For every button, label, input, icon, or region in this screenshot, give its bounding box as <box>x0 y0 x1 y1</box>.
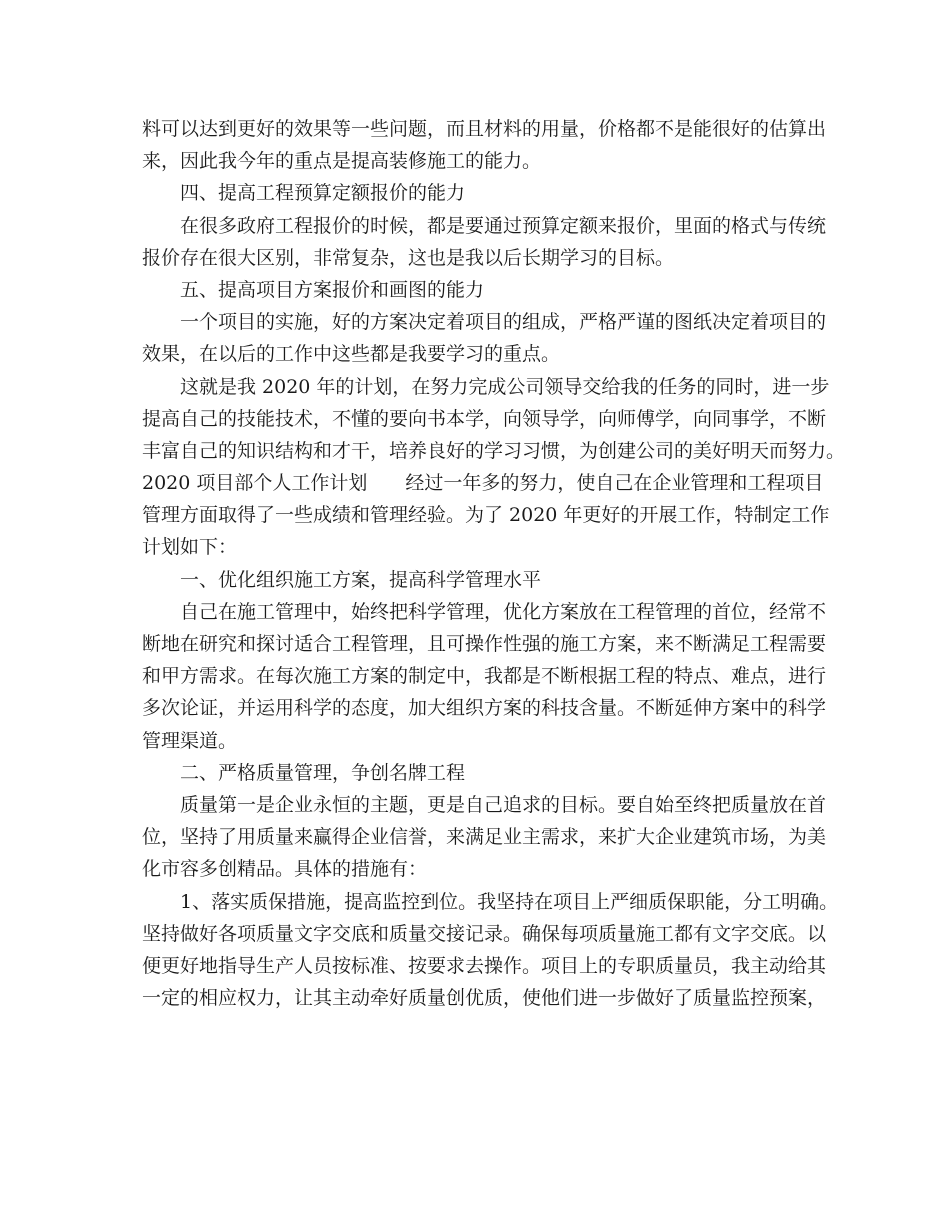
text-line: 断地在研究和探讨适合工程管理，且可操作性强的施工方案，来不断满足工程需要 <box>142 633 827 655</box>
text-line: 位，坚持了用质量来赢得企业信誉，来满足业主需求，来扩大企业建筑市场，为美 <box>142 826 827 849</box>
text-line: 和甲方需求。在每次施工方案的制定中，我都是不断根据工程的特点、难点，进行 <box>142 665 827 688</box>
text-line: 报价存在很大区别，非常复杂，这也是我以后长期学习的目标。 <box>142 246 675 269</box>
text-line: 提高自己的技能技术，不懂的要向书本学，向领导学，向师傅学，向同事学，不断 <box>142 407 827 430</box>
text-line: 多次论证，并运用科学的态度，加大组织方案的科技含量。不断延伸方案中的科学 <box>142 697 827 720</box>
text-line: 一定的相应权力，让其主动牵好质量创优质，使他们进一步做好了质量监控预案， <box>142 987 827 1010</box>
document-body <box>142 113 846 1014</box>
text-line: 五、提高项目方案报价和画图的能力 <box>180 278 485 301</box>
text-line: 管理方面取得了一些成绩和管理经验。为了 2020 年更好的开展工作，特制定工作 <box>142 504 830 527</box>
text-line: 2020 项目部个人工作计划 经过一年多的努力，使自己在企业管理和工程项目 <box>142 472 824 495</box>
text-line: 四、提高工程预算定额报价的能力 <box>180 182 466 205</box>
text-line: 自己在施工管理中，始终把科学管理，优化方案放在工程管理的首位，经常不 <box>180 600 827 623</box>
text-line: 便更好地指导生产人员按标准、按要求去操作。项目上的专职质量员，我主动给其 <box>142 954 827 977</box>
text-line: 在很多政府工程报价的时候，都是要通过预算定额来报价，里面的格式与传统 <box>180 214 827 237</box>
text-line: 料可以达到更好的效果等一些问题，而且材料的用量，价格都不是能很好的估算出 <box>142 118 827 140</box>
text-line: 坚持做好各项质量文字交底和质量交接记录。确保每项质量施工都有文字交底。以 <box>142 922 827 945</box>
text-line: 一个项目的实施，好的方案决定着项目的组成，严格严谨的图纸决定着项目的 <box>180 311 827 334</box>
text-line: 二、严格质量管理，争创名牌工程 <box>180 761 466 784</box>
text-line: 效果，在以后的工作中这些都是我要学习的重点。 <box>142 343 561 366</box>
text-line: 化市容多创精品。具体的措施有： <box>142 858 428 881</box>
text-line: 质量第一是企业永恒的主题，更是自己追求的目标。要自始至终把质量放在首 <box>180 793 827 816</box>
text-line: 来，因此我今年的重点是提高装修施工的能力。 <box>142 150 542 173</box>
text-line: 1、落实质保措施，提高监控到位。我坚持在项目上严细质保职能，分工明确。 <box>180 890 839 913</box>
text-line: 丰富自己的知识结构和才干，培养良好的学习习惯，为创建公司的美好明天而努力。 <box>142 439 846 462</box>
text-line: 计划如下： <box>142 536 238 559</box>
text-line: 这就是我 2020 年的计划，在努力完成公司领导交给我的任务的同时，进一步 <box>180 375 830 398</box>
text-line: 一、优化组织施工方案，提高科学管理水平 <box>180 568 542 591</box>
text-line: 管理渠道。 <box>142 729 238 752</box>
